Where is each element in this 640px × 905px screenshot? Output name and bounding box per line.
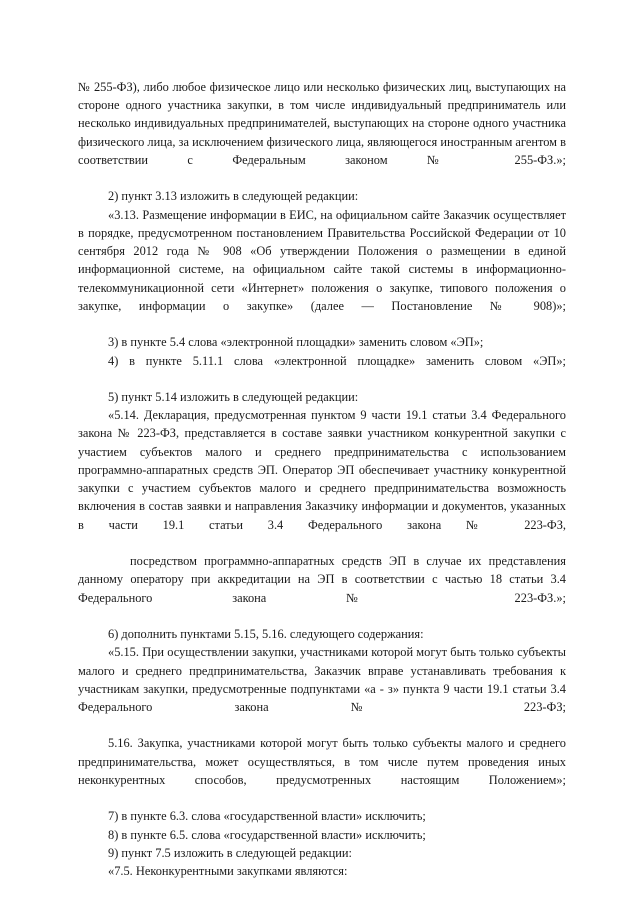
- paragraph-item-4: 4) в пункте 5.11.1 слова «электронной площадке» заменить словом «ЭП»;: [108, 353, 566, 368]
- paragraph-item-3: 3) в пункте 5.4 слова «электронной площадки» заменить словом «ЭП»;: [108, 335, 484, 350]
- paragraph-clause-5-16: 5.16. Закупка, участниками которой могут быть только субъекты малого и среднего предпринимательства, может осуществляться, в том числе путем проведения иных неконкурентных способов, предусмотренных настоящим Положением»;: [78, 736, 566, 787]
- document-body: [78, 78, 566, 880]
- paragraph-item-2: 2) пункт 3.13 изложить в следующей редакции:: [108, 189, 359, 204]
- paragraph-item-6: 6) дополнить пунктами 5.15, 5.16. следующего содержания:: [108, 627, 424, 642]
- paragraph-item-5: 5) пункт 5.14 изложить в следующей редакции:: [108, 389, 359, 404]
- paragraph-clause-7-5: «7.5. Неконкурентными закупками являются:: [108, 864, 348, 879]
- paragraph-255fz-continuation: № 255-ФЗ), либо любое физическое лицо или несколько физических лиц, выступающих на стороне одного участника закупки, в том числе индивидуальный предприниматель или несколько индивидуальных предпринимателей, выступающих на стороне одного участника физического лица, за исключением физического лица, являющегося иностранным агентом в соответствии с Федеральным законом № 255-ФЗ.»;: [78, 80, 566, 167]
- paragraph-item-7: 7) в пункте 6.3. слова «государственной власти» исключить;: [108, 809, 426, 824]
- paragraph-clause-5-15: «5.15. При осуществлении закупки, участниками которой могут быть только субъекты малого и среднего предпринимательства, Заказчик вправе устанавливать требования к участникам закупки, предусмотренные подпунктами «а - з» пункта 9 части 19.1 статьи 3.4 Федерального закона № 223-ФЗ;: [78, 645, 566, 714]
- paragraph-clause-3-13: «3.13. Размещение информации в ЕИС, на официальном сайте Заказчик осуществляет в порядке, предусмотренном постановлением Правительства Российской Федерации от 10 сентября 2012 года № 908 «Об утверждении Положения о размещении в единой информационной системе, на официальном сайте такой системы в информационно-телекоммуникационной сети «Интернет» положения о закупке, типового положения о закупке, информации о закупке» (далее — Постановление № 908)»;: [78, 207, 566, 313]
- paragraph-clause-5-14-continued: посредством программно-аппаратных средств ЭП в случае их представления данному оператору при аккредитации на ЭП в соответствии с частью 18 статьи 3.4 Федерального закона № 223-ФЗ.»;: [78, 554, 566, 605]
- paragraph-item-9: 9) пункт 7.5 изложить в следующей редакции:: [108, 845, 352, 860]
- paragraph-clause-5-14: «5.14. Декларация, предусмотренная пунктом 9 части 19.1 статьи 3.4 Федерального закона № 223-ФЗ, представляется в составе заявки участником конкурентной закупки с участием субъектов малого и среднего предпринимательства с использованием программно-аппаратных средств ЭП. Оператор ЭП обеспечивает участнику конкурентной закупки с участием субъектов малого и среднего предпринимательства возможность включения в состав заявки и направления Заказчику информации и документов, указанных в части 19.1 статьи 3.4 Федерального закона № 223-ФЗ,: [78, 408, 566, 532]
- paragraph-item-8: 8) в пункте 6.5. слова «государственной власти» исключить;: [108, 827, 426, 842]
